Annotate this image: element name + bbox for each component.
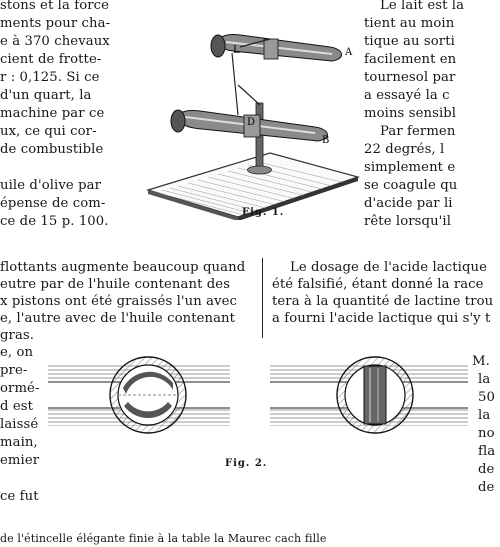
text-line: a essayé la c — [364, 88, 450, 103]
column-rule — [262, 258, 263, 338]
text-line: eutre par de l'huile contenant des — [0, 277, 231, 292]
text-line: M. — [472, 354, 490, 369]
text-line: pre- — [0, 363, 28, 378]
label-d: D — [247, 117, 256, 128]
text-line: tient au moin — [364, 16, 455, 31]
text-line: e, on — [0, 345, 34, 360]
bottom-cut-line: de l'étincelle élégante finie à la table la Maurec cach fille — [0, 532, 327, 545]
text-line: moins sensibl — [364, 106, 457, 121]
text-line: Le lait est la — [380, 0, 465, 13]
upper-roller — [211, 34, 342, 61]
text-line: no — [478, 426, 495, 441]
text-line: r : 0,125. Si ce — [0, 70, 100, 85]
text-line: gras. — [0, 328, 35, 343]
text-line: ce fut — [0, 489, 39, 504]
text-line: d'acide par li — [364, 196, 453, 211]
text-line: tournesol par — [364, 70, 456, 85]
text-line: tera à la quantité de lactine trou — [272, 294, 494, 309]
label-a: A — [345, 47, 353, 58]
text-line: e, l'autre avec de l'huile contenant — [0, 311, 236, 326]
text-line: ments pour cha- — [0, 16, 111, 31]
text-line: de — [478, 480, 495, 495]
text-line: laissé — [0, 417, 39, 432]
text-line: de combustible — [0, 142, 104, 157]
figure-1-caption: Fig. 1. — [242, 207, 285, 218]
text-line: ce de 15 p. 100. — [0, 214, 109, 229]
text-line: d'un quart, la — [0, 88, 92, 103]
text-line: main, — [0, 435, 38, 450]
text-line: tique au sorti — [364, 34, 455, 49]
figure-2-engraving — [48, 348, 468, 458]
text-line: fla — [478, 444, 496, 459]
text-line: Le dosage de l'acide lactique — [290, 260, 488, 275]
text-line: épense de com- — [0, 196, 106, 211]
text-line: Par fermen — [380, 124, 456, 139]
figure-1-engraving — [140, 25, 370, 220]
text-line: ormé- — [0, 381, 40, 396]
text-line: stons et la force — [0, 0, 110, 13]
text-line: 22 degrés, l — [364, 142, 445, 157]
text-line: facilement en — [364, 52, 457, 67]
text-line: rête lorsqu'il — [364, 214, 452, 229]
text-line: x pistons ont été graissés l'un avec — [0, 294, 238, 309]
text-line: ux, ce qui cor- — [0, 124, 97, 139]
label-l: L — [233, 45, 240, 56]
text-line: d est — [0, 399, 34, 414]
text-line: simplement e — [364, 160, 456, 175]
text-line: a fourni l'acide lactique qui s'y t — [272, 311, 491, 326]
text-line: e à 370 chevaux — [0, 34, 110, 49]
text-line: la — [478, 408, 491, 423]
text-line: été falsifié, étant donné la race — [272, 277, 484, 292]
text-line: machine par ce — [0, 106, 105, 121]
text-line: cient de frotte- — [0, 52, 102, 67]
text-line: la — [478, 372, 491, 387]
text-line: se coagule qu — [364, 178, 458, 193]
text-line: 50 — [478, 390, 495, 405]
figure-2-caption: Fig. 2. — [225, 458, 268, 469]
valve-open-section — [48, 357, 230, 433]
label-b: B — [322, 135, 330, 146]
text-line: de — [478, 462, 495, 477]
text-line: uile d'olive par — [0, 178, 102, 193]
text-line: emier — [0, 453, 40, 468]
valve-closed-section — [270, 357, 468, 433]
text-line: flottants augmente beaucoup quand — [0, 260, 246, 275]
